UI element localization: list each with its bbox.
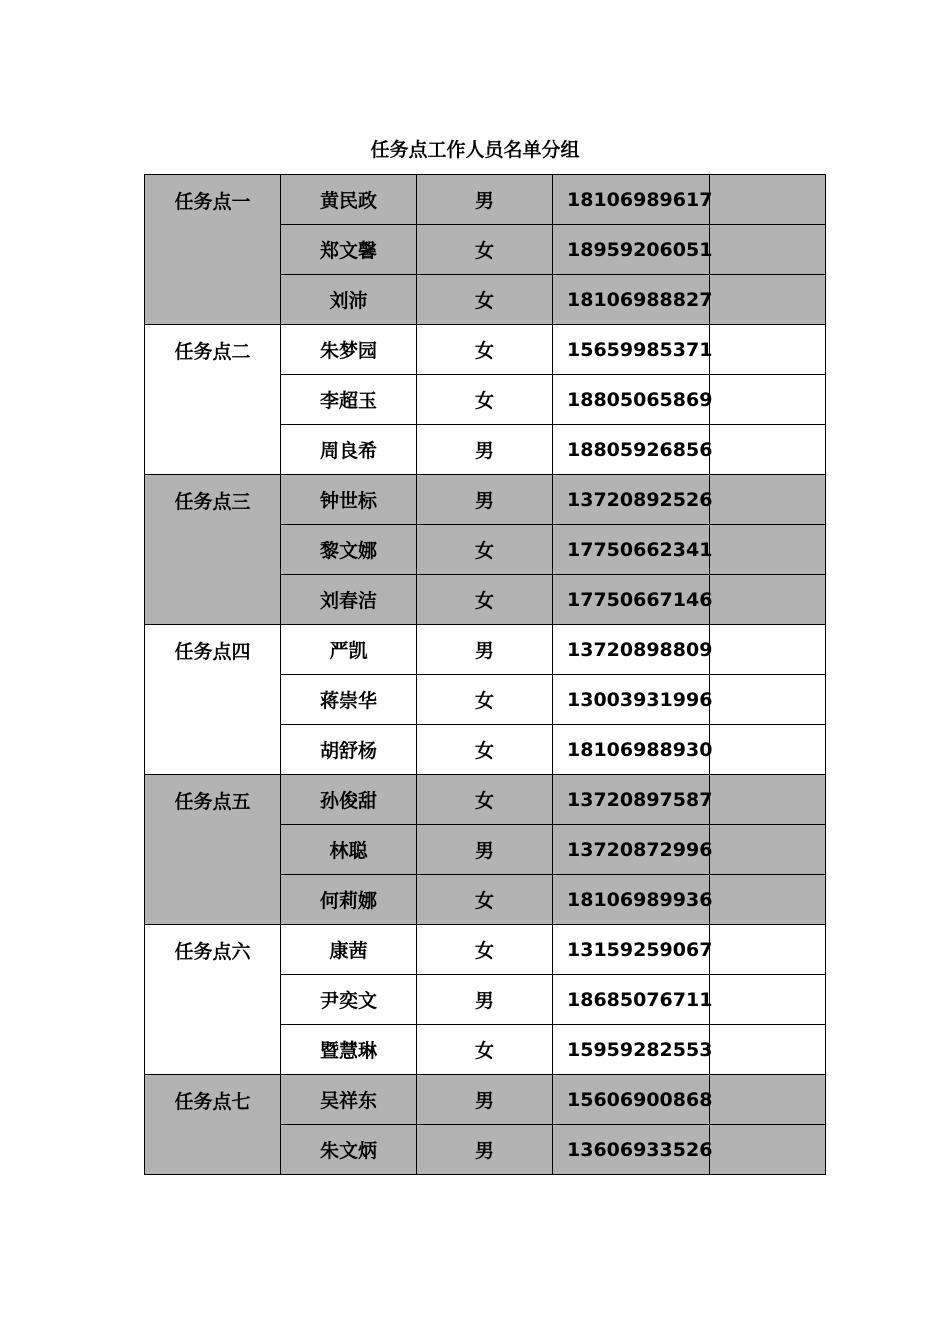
gender-cell: 男	[417, 975, 553, 1025]
phone-cell: 13159259067	[553, 925, 710, 975]
phone-cell: 15959282553	[553, 1025, 710, 1075]
phone-cell: 18106989936	[553, 875, 710, 925]
task-point-name: 任务点一	[145, 175, 281, 325]
gender-cell: 男	[417, 425, 553, 475]
phone-cell: 18685076711	[553, 975, 710, 1025]
staff-name-cell: 林聪	[281, 825, 417, 875]
table-row	[145, 925, 826, 975]
staff-name-cell: 康茜	[281, 925, 417, 975]
phone-cell: 13606933526	[553, 1125, 710, 1175]
gender-cell: 女	[417, 725, 553, 775]
phone-cell: 18106988827	[553, 275, 710, 325]
note-cell	[710, 775, 826, 825]
note-cell	[710, 925, 826, 975]
note-cell	[710, 475, 826, 525]
phone-cell: 13720897587	[553, 775, 710, 825]
gender-cell: 女	[417, 675, 553, 725]
table-row	[145, 775, 826, 825]
staff-name-cell: 周良希	[281, 425, 417, 475]
gender-cell: 男	[417, 625, 553, 675]
task-point-name: 任务点四	[145, 625, 281, 775]
note-cell	[710, 725, 826, 775]
gender-cell: 女	[417, 775, 553, 825]
staff-name-cell: 李超玉	[281, 375, 417, 425]
task-point-name: 任务点六	[145, 925, 281, 1075]
staff-name-cell: 胡舒杨	[281, 725, 417, 775]
task-point-name: 任务点三	[145, 475, 281, 625]
note-cell	[710, 375, 826, 425]
phone-cell: 17750667146	[553, 575, 710, 625]
table-row	[145, 475, 826, 525]
phone-cell: 18805926856	[553, 425, 710, 475]
staff-name-cell: 何莉娜	[281, 875, 417, 925]
note-cell	[710, 175, 826, 225]
task-point-name: 任务点二	[145, 325, 281, 475]
note-cell	[710, 675, 826, 725]
staff-name-cell: 朱梦园	[281, 325, 417, 375]
staff-name-cell: 暨慧琳	[281, 1025, 417, 1075]
document-title: 任务点工作人员名单分组	[370, 139, 580, 161]
gender-cell: 女	[417, 1025, 553, 1075]
phone-cell: 13720898809	[553, 625, 710, 675]
phone-cell: 13720872996	[553, 825, 710, 875]
staff-name-cell: 钟世标	[281, 475, 417, 525]
gender-cell: 女	[417, 375, 553, 425]
gender-cell: 女	[417, 325, 553, 375]
gender-cell: 男	[417, 475, 553, 525]
phone-cell: 18106989617	[553, 175, 710, 225]
staff-name-cell: 刘沛	[281, 275, 417, 325]
staff-name-cell: 严凯	[281, 625, 417, 675]
table-row	[145, 625, 826, 675]
gender-cell: 女	[417, 275, 553, 325]
gender-cell: 女	[417, 225, 553, 275]
staff-name-cell: 黎文娜	[281, 525, 417, 575]
table-row	[145, 175, 826, 225]
gender-cell: 女	[417, 875, 553, 925]
note-cell	[710, 1025, 826, 1075]
roster-body	[145, 175, 826, 1175]
phone-cell: 18106988930	[553, 725, 710, 775]
phone-cell: 18959206051	[553, 225, 710, 275]
staff-name-cell: 尹奕文	[281, 975, 417, 1025]
phone-cell: 13003931996	[553, 675, 710, 725]
phone-cell: 15606900868	[553, 1075, 710, 1125]
note-cell	[710, 1125, 826, 1175]
staff-name-cell: 蒋崇华	[281, 675, 417, 725]
phone-cell: 17750662341	[553, 525, 710, 575]
note-cell	[710, 525, 826, 575]
phone-cell: 15659985371	[553, 325, 710, 375]
gender-cell: 男	[417, 1075, 553, 1125]
task-point-name: 任务点七	[145, 1075, 281, 1175]
staff-name-cell: 郑文馨	[281, 225, 417, 275]
staff-name-cell: 孙俊甜	[281, 775, 417, 825]
task-point-name: 任务点五	[145, 775, 281, 925]
note-cell	[710, 625, 826, 675]
gender-cell: 女	[417, 575, 553, 625]
table-row	[145, 1075, 826, 1125]
gender-cell: 女	[417, 925, 553, 975]
note-cell	[710, 425, 826, 475]
gender-cell: 男	[417, 175, 553, 225]
table-row	[145, 325, 826, 375]
gender-cell: 女	[417, 525, 553, 575]
note-cell	[710, 825, 826, 875]
note-cell	[710, 1075, 826, 1125]
staff-name-cell: 吴祥东	[281, 1075, 417, 1125]
staff-name-cell: 黄民政	[281, 175, 417, 225]
note-cell	[710, 875, 826, 925]
phone-cell: 18805065869	[553, 375, 710, 425]
note-cell	[710, 975, 826, 1025]
phone-cell: 13720892526	[553, 475, 710, 525]
staff-name-cell: 刘春洁	[281, 575, 417, 625]
gender-cell: 男	[417, 1125, 553, 1175]
note-cell	[710, 325, 826, 375]
note-cell	[710, 575, 826, 625]
note-cell	[710, 225, 826, 275]
gender-cell: 男	[417, 825, 553, 875]
staff-roster-table	[144, 174, 826, 1175]
staff-name-cell: 朱文炳	[281, 1125, 417, 1175]
note-cell	[710, 275, 826, 325]
